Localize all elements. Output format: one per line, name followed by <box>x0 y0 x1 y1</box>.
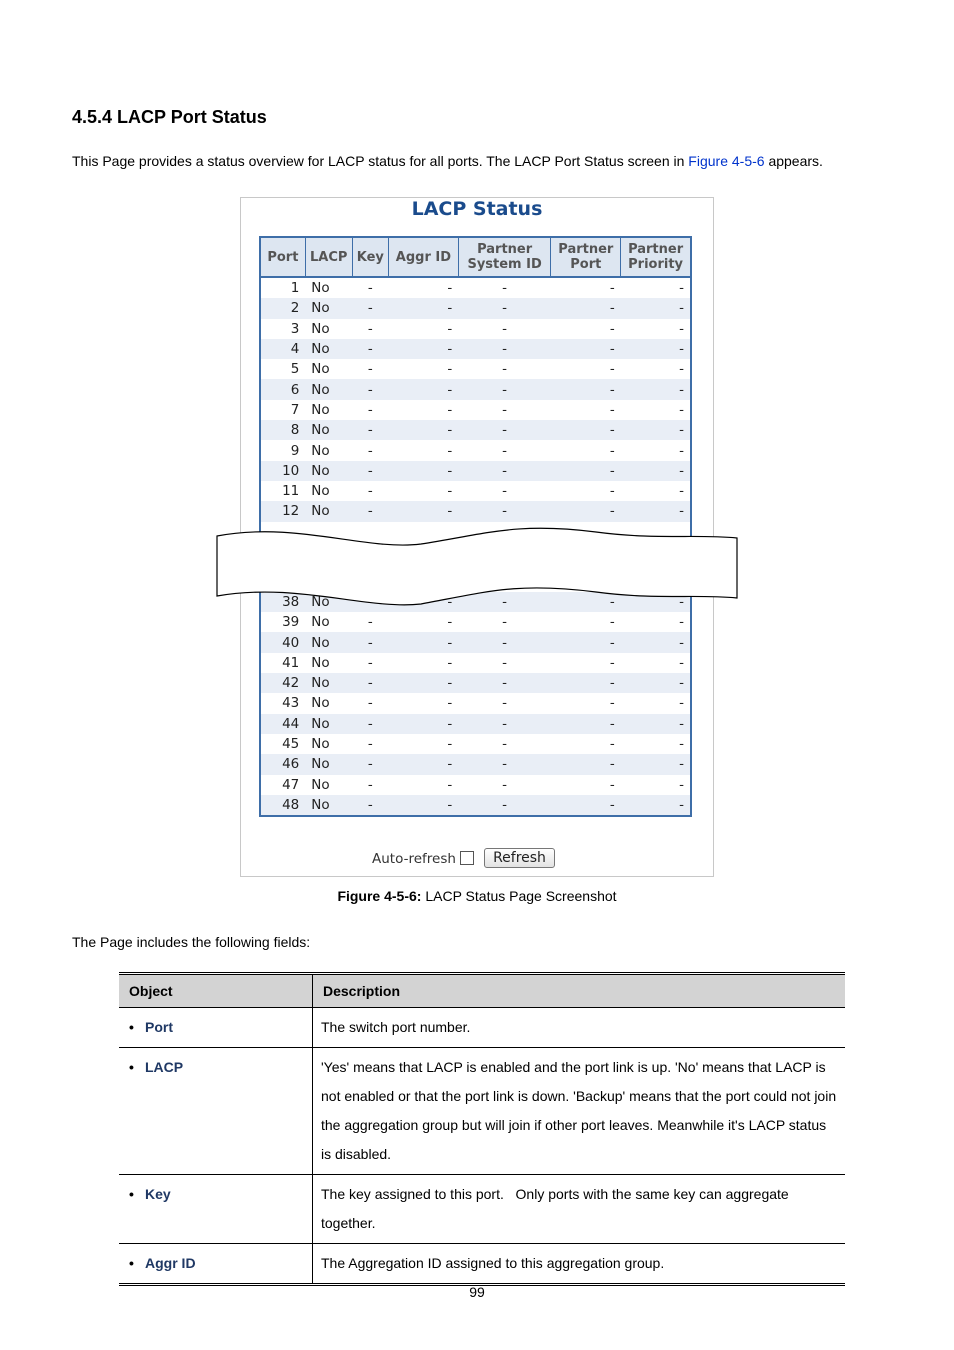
aggr-id-cell: - <box>447 280 453 297</box>
object-description: 'Yes' means that LACP is enabled and the port link is up. 'No' means that LACP is not enabled or that the port link is down. 'Backup' means that the port could not join the aggregation group but will join if other port leaves. Meanwhile it's LACP status is disabled. <box>313 1048 846 1175</box>
aggr-id-cell: - <box>389 632 459 652</box>
caption-text: LACP Status Page Screenshot <box>421 888 617 904</box>
aggr-id-cell: - <box>447 654 453 671</box>
port-cell: 11 <box>282 483 300 500</box>
lacp-cell: No <box>305 632 352 652</box>
lacp-cell: No <box>305 339 352 359</box>
partner-system-id-cell: - <box>458 379 551 399</box>
table-row <box>260 400 691 420</box>
partner-port-cell: - <box>551 795 621 816</box>
partner-port-cell: - <box>551 298 621 318</box>
aggr-id-cell: - <box>389 714 459 734</box>
key-cell: - <box>352 501 388 521</box>
aggr-id-cell: - <box>447 442 453 459</box>
partner-priority-cell: - <box>621 592 691 612</box>
key-cell: - <box>367 442 373 459</box>
object-table-header <box>119 974 845 1008</box>
aggr-id-cell: - <box>389 379 459 399</box>
aggr-id-cell: - <box>389 461 459 481</box>
key-cell: - <box>352 795 388 816</box>
partner-system-id-cell: - <box>458 673 551 693</box>
lacp-cell: No <box>311 614 330 631</box>
col-header-partner-port: Partner Port <box>551 237 621 277</box>
bullet-icon: • <box>129 1059 134 1075</box>
table-row <box>260 734 691 754</box>
page-number: 99 <box>469 1284 485 1300</box>
port-cell: 9 <box>290 442 300 459</box>
partner-priority-cell: - <box>621 339 691 359</box>
aggr-id-cell: - <box>447 736 453 753</box>
partner-system-id-cell: - <box>502 401 508 418</box>
aggr-id-cell: - <box>389 592 459 612</box>
lacp-cell: No <box>311 483 330 500</box>
figure-caption <box>0 888 954 904</box>
object-description: The key assigned to this port. Only ports with the same key can aggregate together. <box>313 1175 846 1244</box>
port-cell: 44 <box>260 714 305 734</box>
partner-system-id-cell: - <box>502 695 508 712</box>
aggr-id-cell: - <box>389 795 459 816</box>
partner-port-cell: - <box>609 776 615 793</box>
port-cell: 10 <box>260 461 305 481</box>
partner-priority-cell: - <box>679 320 684 337</box>
partner-port-cell: - <box>609 483 615 500</box>
aggr-id-cell: - <box>447 320 453 337</box>
col-header-key: Key <box>352 237 388 277</box>
table-row <box>260 754 691 774</box>
object-description: The switch port number. <box>313 1008 846 1048</box>
object-description: The Aggregation ID assigned to this aggregation group. <box>321 1255 665 1271</box>
object-name: LACP <box>145 1059 184 1075</box>
lacp-cell: No <box>311 320 330 337</box>
lacp-cell: No <box>311 736 330 753</box>
figure-link[interactable]: Figure 4-5-6 <box>688 153 765 169</box>
partner-port-cell: - <box>609 361 615 378</box>
table-row <box>260 298 691 318</box>
table-row <box>260 420 691 440</box>
auto-refresh-label: Auto-refresh <box>372 851 456 867</box>
lacp-status-title: LACP Status <box>411 198 543 220</box>
partner-priority-cell: - <box>679 483 684 500</box>
lacp-status-screenshot <box>240 197 714 877</box>
partner-priority-cell: - <box>679 401 684 418</box>
partner-port-cell: - <box>609 320 615 337</box>
partner-priority-cell: - <box>621 754 691 774</box>
key-cell: - <box>367 614 373 631</box>
key-cell: - <box>367 695 373 712</box>
aggr-id-cell: - <box>447 776 453 793</box>
bullet-icon: • <box>129 1019 134 1035</box>
lacp-cell: No <box>311 695 330 712</box>
key-cell: - <box>352 673 388 693</box>
lacp-cell: No <box>305 795 352 816</box>
table-row <box>119 1048 845 1175</box>
partner-priority-cell: - <box>679 280 684 297</box>
intro-text: This Page provides a status overview for LACP status for all ports. The LACP Port Status screen in <box>72 153 689 169</box>
table-row <box>260 481 691 501</box>
lacp-cell: No <box>305 714 352 734</box>
port-cell: 47 <box>282 776 300 793</box>
col-header-partner-system-id: Partner System ID <box>458 237 551 277</box>
partner-system-id-cell: - <box>502 442 508 459</box>
refresh-button[interactable]: Refresh <box>484 848 555 868</box>
partner-port-cell: - <box>551 754 621 774</box>
table-row <box>260 277 691 298</box>
partner-port-cell: - <box>551 339 621 359</box>
partner-priority-cell: - <box>621 632 691 652</box>
partner-system-id-cell: - <box>458 420 551 440</box>
partner-port-cell: - <box>609 401 615 418</box>
col-header-aggr-id: Aggr ID <box>389 237 459 277</box>
key-cell: - <box>367 320 373 337</box>
aggr-id-cell: - <box>447 695 453 712</box>
partner-system-id-cell: - <box>502 654 508 671</box>
fields-intro: The Page includes the following fields: <box>72 934 311 950</box>
col-header-port: Port <box>260 237 305 277</box>
table-row <box>260 653 691 673</box>
intro-text-end: appears. <box>764 153 823 169</box>
key-cell: - <box>367 776 373 793</box>
partner-port-cell: - <box>609 442 615 459</box>
port-cell: 12 <box>260 501 305 521</box>
key-cell: - <box>352 632 388 652</box>
object-name: Port <box>145 1019 173 1035</box>
table-row <box>260 632 691 652</box>
partner-port-cell: - <box>609 654 615 671</box>
partner-port-cell: - <box>551 420 621 440</box>
partner-system-id-cell: - <box>458 592 551 612</box>
object-name: Key <box>145 1186 171 1202</box>
partner-priority-cell: - <box>621 420 691 440</box>
partner-priority-cell: - <box>621 379 691 399</box>
table-row <box>260 775 691 795</box>
caption-label: Figure 4-5-6: <box>337 888 422 904</box>
table-row <box>260 501 691 521</box>
port-cell: 2 <box>260 298 305 318</box>
aggr-id-cell: - <box>447 401 453 418</box>
port-cell: 6 <box>260 379 305 399</box>
table-row <box>119 1175 845 1244</box>
port-cell: 8 <box>260 420 305 440</box>
partner-priority-cell: - <box>679 361 684 378</box>
port-cell: 4 <box>260 339 305 359</box>
lacp-cell: No <box>311 776 330 793</box>
partner-port-cell: - <box>609 695 615 712</box>
partner-system-id-cell: - <box>502 614 508 631</box>
table-row <box>260 319 691 339</box>
partner-priority-cell: - <box>621 501 691 521</box>
partner-system-id-cell: - <box>502 280 508 297</box>
table-row <box>260 673 691 693</box>
partner-system-id-cell: - <box>458 501 551 521</box>
partner-priority-cell: - <box>621 673 691 693</box>
partner-priority-cell: - <box>679 442 684 459</box>
partner-port-cell: - <box>551 501 621 521</box>
partner-priority-cell: - <box>621 298 691 318</box>
table-break-wave <box>216 526 738 606</box>
partner-port-cell: - <box>609 614 615 631</box>
port-cell: 39 <box>282 614 300 631</box>
key-cell: - <box>352 714 388 734</box>
partner-system-id-cell: - <box>458 795 551 816</box>
lacp-cell: No <box>305 379 352 399</box>
partner-system-id-cell: - <box>502 776 508 793</box>
lacp-cell: No <box>305 461 352 481</box>
lacp-cell: No <box>305 420 352 440</box>
aggr-id-cell: - <box>447 361 453 378</box>
intro-paragraph <box>72 153 823 169</box>
partner-priority-cell: - <box>621 795 691 816</box>
partner-priority-cell: - <box>679 776 684 793</box>
aggr-id-cell: - <box>447 614 453 631</box>
table-row <box>260 339 691 359</box>
table-header-row <box>260 237 691 277</box>
object-name: Aggr ID <box>145 1255 196 1271</box>
table-row <box>260 612 691 632</box>
bullet-icon: • <box>129 1186 134 1202</box>
partner-priority-cell: - <box>621 461 691 481</box>
key-cell: - <box>367 401 373 418</box>
partner-priority-cell: - <box>679 654 684 671</box>
table-row <box>260 359 691 379</box>
aggr-id-cell: - <box>389 673 459 693</box>
port-cell: 43 <box>282 695 300 712</box>
partner-system-id-cell: - <box>458 632 551 652</box>
key-cell: - <box>367 483 373 500</box>
key-cell: - <box>352 379 388 399</box>
table-row <box>119 1244 845 1285</box>
partner-port-cell: - <box>551 461 621 481</box>
aggr-id-cell: - <box>389 754 459 774</box>
lacp-cell: No <box>311 401 330 418</box>
port-cell: 7 <box>290 401 300 418</box>
partner-system-id-cell: - <box>458 461 551 481</box>
key-cell: - <box>352 339 388 359</box>
object-description-table <box>119 972 845 1286</box>
lacp-cell: No <box>305 592 352 612</box>
partner-port-cell: - <box>609 736 615 753</box>
aggr-id-cell: - <box>389 339 459 359</box>
lacp-rows-bottom <box>260 572 691 817</box>
partner-system-id-cell: - <box>458 714 551 734</box>
lacp-cell: No <box>311 361 330 378</box>
aggr-id-cell: - <box>389 420 459 440</box>
port-cell: 1 <box>290 280 300 297</box>
partner-port-cell: - <box>609 280 615 297</box>
lacp-cell: No <box>305 298 352 318</box>
port-cell: 42 <box>260 673 305 693</box>
partner-system-id-cell: - <box>458 298 551 318</box>
partner-port-cell: - <box>551 714 621 734</box>
key-cell: - <box>352 754 388 774</box>
table-row <box>260 440 691 460</box>
table-row <box>260 379 691 399</box>
key-cell: - <box>367 654 373 671</box>
key-cell: - <box>352 461 388 481</box>
partner-port-cell: - <box>551 379 621 399</box>
key-cell: - <box>352 298 388 318</box>
partner-port-cell: - <box>551 592 621 612</box>
partner-priority-cell: - <box>679 614 684 631</box>
aggr-id-cell: - <box>447 483 453 500</box>
lacp-cell: No <box>311 654 330 671</box>
object-header: Object <box>119 974 313 1008</box>
key-cell: - <box>367 736 373 753</box>
lacp-cell: No <box>305 501 352 521</box>
col-header-partner-priority: Partner Priority <box>621 237 691 277</box>
port-cell: 41 <box>282 654 300 671</box>
lacp-cell: No <box>311 442 330 459</box>
port-cell: 5 <box>290 361 300 378</box>
bullet-icon: • <box>129 1255 134 1271</box>
partner-system-id-cell: - <box>502 483 508 500</box>
partner-system-id-cell: - <box>458 339 551 359</box>
partner-priority-cell: - <box>621 714 691 734</box>
partner-priority-cell: - <box>679 695 684 712</box>
lacp-cell: No <box>305 754 352 774</box>
port-cell: 3 <box>290 320 300 337</box>
partner-priority-cell: - <box>679 736 684 753</box>
table-row <box>260 795 691 816</box>
port-cell: 46 <box>260 754 305 774</box>
table-row <box>119 1008 845 1048</box>
key-cell: - <box>367 280 373 297</box>
lacp-rows-top <box>260 277 691 522</box>
col-header-lacp: LACP <box>305 237 352 277</box>
auto-refresh-checkbox[interactable] <box>460 851 474 865</box>
table-row <box>260 461 691 481</box>
aggr-id-cell: - <box>389 501 459 521</box>
key-cell: - <box>352 420 388 440</box>
port-cell: 38 <box>260 592 305 612</box>
port-cell: 40 <box>260 632 305 652</box>
partner-system-id-cell: - <box>502 320 508 337</box>
table-row <box>260 693 691 713</box>
refresh-controls <box>241 848 713 872</box>
lacp-cell: No <box>311 280 330 297</box>
port-cell: 48 <box>260 795 305 816</box>
key-cell: - <box>367 361 373 378</box>
section-heading: 4.5.4 LACP Port Status <box>72 107 267 127</box>
partner-system-id-cell: - <box>502 361 508 378</box>
port-cell: 45 <box>282 736 300 753</box>
partner-port-cell: - <box>551 673 621 693</box>
table-row <box>260 714 691 734</box>
partner-system-id-cell: - <box>458 754 551 774</box>
partner-system-id-cell: - <box>502 736 508 753</box>
description-header: Description <box>313 974 846 1008</box>
aggr-id-cell: - <box>389 298 459 318</box>
partner-port-cell: - <box>551 632 621 652</box>
lacp-cell: No <box>305 673 352 693</box>
